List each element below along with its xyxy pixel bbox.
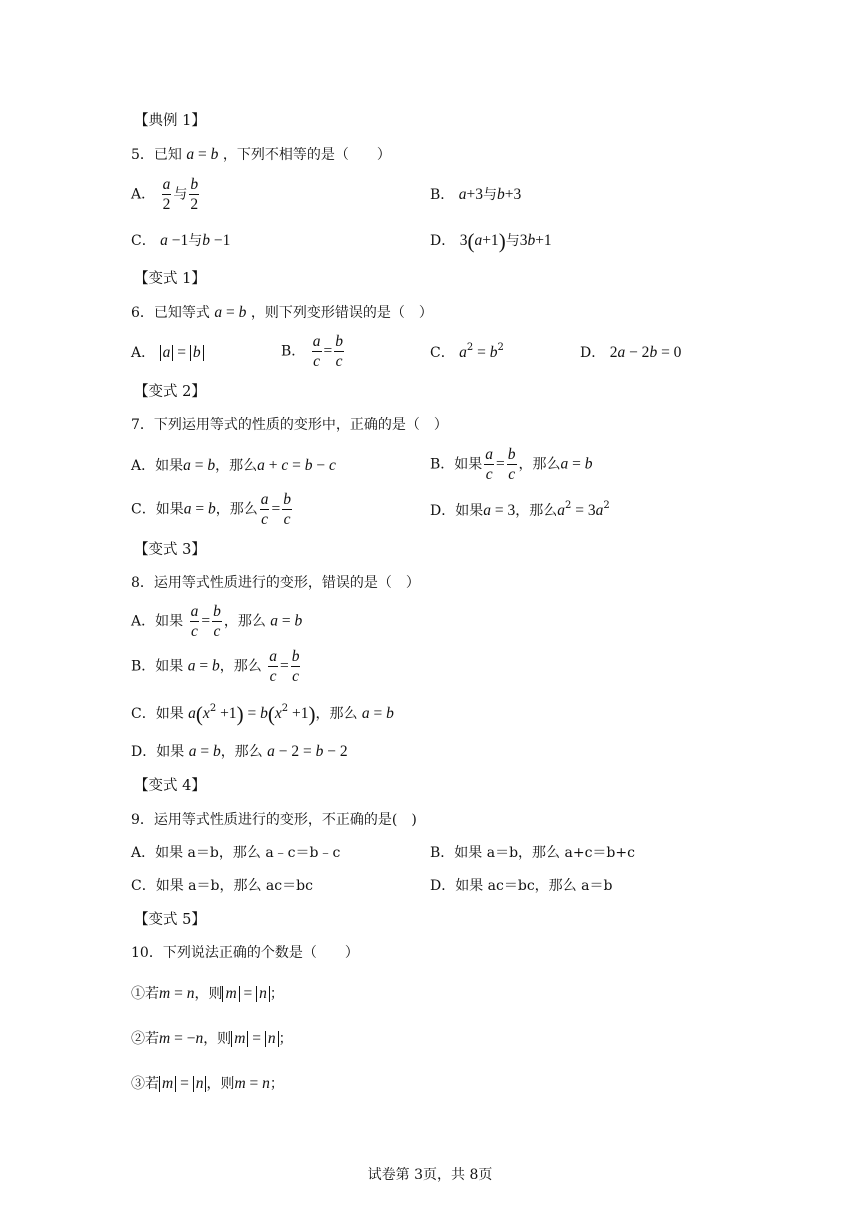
q7-a-label: A．如果 [131,458,184,474]
q7-b-label: B．如果 [430,456,483,473]
q10-i1-end: ； [269,986,284,1002]
question-9-stem: 9．运用等式性质进行的变形，不正确的是( ) [131,812,417,828]
section-header-var5: 【变式 5】 [134,912,206,928]
q7-d-then: ，那么 [515,503,558,519]
q7-option-d: D．如果a = 3，那么$a^2 = 3a^2$ [430,500,610,519]
q7-c-then: ，那么 [215,501,258,518]
question-5-stem [131,147,391,163]
q8-option-c: C．如果 $a(x^2 +1) = b(x^2 +1)$，那么 a = b [131,702,394,726]
q8-d-then: ，那么 [220,744,263,760]
page-footer: 试卷第 3页，共 8页 [367,1167,493,1183]
section-header-var4: 【变式 4】 [134,778,206,794]
q8-d-label: D．如果 [131,744,185,760]
q8-b-label: B．如果 [131,658,184,675]
q5-a-frac-a-2: $\frac{a}{2}$ [162,176,171,213]
q7-a-then: ，那么 [215,458,258,474]
q7-d-label: D．如果 [430,503,484,519]
q6-stem-prefix: 6．已知等式 [131,305,210,321]
q8-option-b: B．如果 a = b，那么 $\frac{a}{c}$ = $\frac{b}{c}$ [131,648,300,685]
q7-b-then: ，那么 [518,456,561,473]
section-header-var2: 【变式 2】 [134,384,206,400]
q10-i2-then: ，则 [203,1031,232,1047]
q8-c-then: ，那么 [315,706,358,722]
q6-stem-suffix: ，则下列变形错误的是（ ） [250,305,433,321]
q5-a-frac-b-2: $\frac{b}{2}$ [190,176,199,213]
section-header-var3: 【变式 3】 [134,542,206,558]
q8-c-label: C．如果 [131,706,184,722]
q10-i2-end: ； [278,1031,293,1047]
q10-i1-then: ，则 [194,986,223,1002]
q7-option-a: A．如果a = b，那么a + c = b − c [131,457,336,474]
q5-c-joiner: 与 [188,233,203,249]
q10-statement-3: ③若 m = n ，则m = n； [131,1075,284,1092]
q10-i3-then: ，则 [206,1076,235,1092]
q10-i3-prefix: ③若 [131,1076,159,1092]
q9-option-d: D．如果 ac＝bc，那么 a＝b [430,878,613,894]
section-header-var1: 【变式 1】 [134,271,206,287]
q7-c-label: C．如果 [131,501,184,518]
q10-statement-2: ②若m = −n，则 m = n ； [131,1030,293,1047]
q6-d-label: D． [580,345,606,361]
q8-option-a: A．如果 $\frac{a}{c}$ = $\frac{b}{c}$ ，那么 a = b [131,603,303,640]
q5-option-d: D． 3(a+1)与3b+1 [430,229,552,253]
q6-option-b: B． $\frac{a}{c}$ = $\frac{b}{c}$ [281,333,343,370]
q5-b-label: B． [430,187,455,203]
q6-option-c: C． $a^2 = b^2$ [430,342,504,361]
q5-a-joiner: 与 [173,186,188,203]
q5-option-c: C． a −1与b −1 [131,232,231,249]
section-header-example1: 【典例 1】 [134,113,206,129]
q7-option-c: C．如果a = b，那么 $\frac{a}{c}$ = $\frac{b}{c}$ [131,491,291,528]
q10-i3-end: ； [269,1076,284,1092]
q6-c-label: C． [430,345,455,361]
q5-option-b: B． a+3与b+3 [430,186,522,203]
q9-option-a: A．如果 a＝b，那么 a﹣c＝b﹣c [131,845,341,861]
q7-option-b: B．如果 $\frac{a}{c}$ = $\frac{b}{c}$ ，那么a = b [430,446,593,483]
q6-b-label: B． [281,343,306,360]
q10-statement-1: ①若m = n，则 m = n ； [131,985,284,1002]
q5-math-a-eq-b: a = b [186,146,219,163]
q5-a-label: A． [131,186,156,203]
q8-a-label: A．如果 [131,613,184,630]
q9-option-c: C．如果 a＝b，那么 ac＝bc [131,878,313,894]
q5-c-label: C． [131,233,156,249]
question-6-stem: 6．已知等式 a = b ，则下列变形错误的是（ ） [131,304,433,321]
q8-b-then: ，那么 [219,658,262,675]
q5-stem-prefix: 5．已知 [131,147,182,163]
q9-option-b: B．如果 a＝b，那么 a+c＝b+c [430,845,635,861]
q5-d-label: D． [430,233,456,249]
q10-i1-prefix: ①若 [131,986,159,1002]
q5-d-joiner: 与 [505,233,520,249]
question-10-stem: 10．下列说法正确的个数是（ ） [131,945,359,961]
q5-option-a [131,177,201,212]
q5-stem-suffix: ，下列不相等的是（ ） [222,147,391,163]
q6-option-a: A． a = b [131,345,204,361]
q8-option-d: D．如果 a = b，那么 a − 2 = b − 2 [131,743,348,760]
q6-option-d: D． 2a − 2b = 0 [580,344,682,361]
q6-a-label: A． [131,345,156,361]
q8-a-then: ，那么 [223,613,266,630]
q5-b-joiner: 与 [483,187,497,203]
question-8-stem: 8．运用等式性质进行的变形，错误的是（ ） [131,575,420,591]
q10-i2-prefix: ②若 [131,1031,159,1047]
question-7-stem: 7．下列运用等式的性质的变形中，正确的是（ ） [131,417,448,433]
